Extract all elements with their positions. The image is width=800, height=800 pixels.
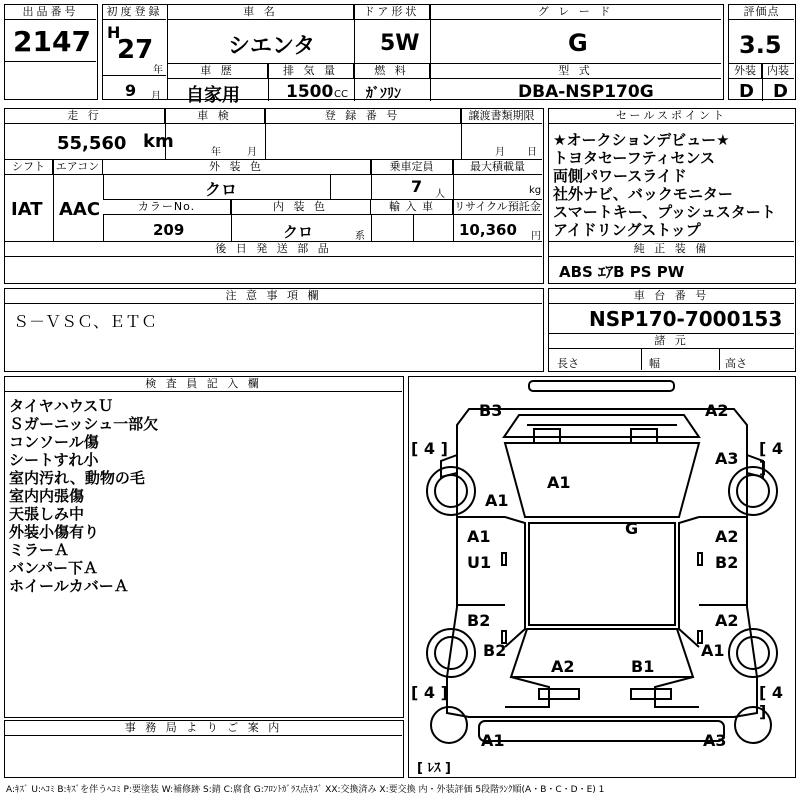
insp-year: 年 — [211, 147, 221, 158]
ext-label: 外装 — [729, 64, 762, 79]
month-unit: 月 — [151, 91, 161, 102]
history-label: 車 歴 — [168, 64, 268, 79]
later-parts-label: 後 日 発 送 部 品 — [5, 242, 542, 257]
insp-month: 月 — [247, 147, 257, 158]
damage-mark: A1 — [481, 731, 505, 750]
tire-rear-left: [ 4 ] — [411, 683, 448, 702]
inspector-note-line: ホイールカバーＡ — [9, 577, 129, 595]
inspector-notes — [9, 395, 399, 695]
fuel-label: 燃 料 — [354, 64, 430, 79]
model: DBA-NSP170G — [518, 82, 654, 102]
first-reg-box — [102, 4, 168, 100]
ac-label: エアコン — [53, 160, 103, 175]
width: 幅 — [649, 357, 660, 370]
tire-front-right: [ 4 ] — [759, 439, 784, 477]
office-label: 事 務 局 よ り ご 案 内 — [5, 721, 402, 736]
damage-mark: A1 — [467, 527, 491, 546]
person-unit: 人 — [435, 189, 445, 200]
header-section — [4, 4, 796, 104]
history: 自家用 — [186, 85, 240, 106]
inspection-label: 車 検 — [165, 109, 265, 124]
sales-point-item: トヨタセーフティセンス — [553, 149, 716, 167]
shift: IAT — [11, 199, 43, 220]
import-label: 輸 入 車 — [371, 200, 453, 215]
interior-color: クロ — [283, 223, 314, 241]
lot-label: 出品番号 — [5, 5, 96, 20]
shift-label: シフト — [5, 160, 53, 175]
first-reg-label: 初度登録 — [103, 5, 166, 20]
score: 3.5 — [739, 31, 782, 59]
vehicle-details — [4, 108, 544, 284]
equipment: ABS ｴｱB PS PW — [559, 263, 685, 281]
year-unit: 年 — [153, 65, 163, 76]
tr-day: 日 — [527, 147, 537, 158]
damage-mark: A3 — [715, 449, 739, 468]
main-info-box — [168, 4, 724, 106]
notes-section — [4, 288, 544, 372]
grade: G — [568, 29, 588, 57]
car-outline — [409, 377, 794, 776]
damage-mark: A1 — [701, 641, 725, 660]
mileage: 55,560 — [57, 133, 127, 154]
color-no: 209 — [153, 221, 185, 239]
recycle-fee: 10,360 — [459, 221, 517, 239]
notes: Ｓ－ＶＳＣ、ＥＴＣ — [13, 312, 158, 331]
model-label: 型 式 — [430, 64, 721, 79]
sales-point-item: 社外ナビ、バックモニター — [553, 185, 733, 203]
sales-point-item: ★オークションデビュー★ — [553, 131, 730, 149]
color-label: 外 装 色 — [103, 160, 371, 175]
inspector-note-line: 天張しみ中 — [9, 505, 85, 523]
damage-mark: B2 — [483, 641, 507, 660]
damage-mark: A2 — [551, 657, 575, 676]
damage-mark: A3 — [703, 731, 727, 750]
damage-mark: A1 — [547, 473, 571, 492]
ext-score: D — [739, 81, 754, 102]
damage-mark: B2 — [715, 553, 739, 572]
damage-mark: G — [625, 519, 639, 538]
yen-unit: 円 — [531, 231, 541, 242]
mileage-label: 走 行 — [5, 109, 165, 124]
inspector-note-line: Ｓガーニッシュ一部欠 — [9, 415, 159, 433]
damage-mark: A1 — [485, 491, 509, 510]
door-label: ドア形状 — [354, 5, 430, 20]
chassis-number: NSP170-7000153 — [589, 307, 783, 331]
ac: AAC — [59, 199, 101, 220]
km-unit: km — [143, 131, 174, 152]
legend: A:ｷｽﾞ U:ﾍｺﾐ B:ｷｽﾞを伴うﾍｺﾐ P:要塗装 W:補修跡 S:錆 C:腐食 G:ﾌﾛﾝﾄｶﾞﾗｽ点ｷｽﾞ XX:交換済み X:要交換 内・外装評価 5段階ﾗﾝｸ順(A・B・C・D・E) 1 — [6, 785, 605, 795]
reg-month: 9 — [125, 81, 137, 100]
reg-no-label: 登 録 番 号 — [265, 109, 461, 124]
inspector-note-line: 外装小傷有り — [9, 523, 100, 541]
sales-list — [553, 129, 793, 241]
damage-diagram — [408, 376, 796, 778]
score-label: 評価点 — [729, 5, 794, 20]
tire-front-left: [ 4 ] — [411, 439, 448, 458]
tr-month: 月 — [495, 147, 505, 158]
office-section — [4, 720, 404, 778]
inspector-note-line: ミラーＡ — [9, 541, 70, 559]
lot-box — [4, 4, 98, 100]
cc-unit: CC — [334, 89, 348, 100]
car-name-label: 車 名 — [168, 5, 354, 20]
inspector-note-line: 室内内張傷 — [9, 487, 85, 505]
car-name: シエンタ — [228, 34, 316, 59]
damage-mark: U1 — [467, 553, 492, 572]
equipment-label: 純 正 装 備 — [549, 242, 794, 257]
fuel: ｶﾞｿﾘﾝ — [366, 86, 401, 102]
capacity: 7 — [411, 177, 423, 196]
sales-point-item: アイドリングストップ — [553, 221, 701, 239]
interior-label: 内 装 色 — [231, 200, 371, 215]
length: 長さ — [557, 357, 579, 370]
score-box — [728, 4, 796, 100]
inspector-note-line: バンパー下Ａ — [9, 559, 98, 577]
displacement: 1500 — [286, 82, 334, 102]
kei: 系 — [355, 231, 365, 242]
sales-point-item: 両側パワースライド — [553, 167, 687, 185]
spare-tire: [ ﾚｽ ] — [417, 761, 451, 776]
damage-mark: A2 — [705, 401, 729, 420]
inspector-note-line: シートすれ小 — [9, 451, 99, 469]
damage-mark: B1 — [631, 657, 655, 676]
int-label: 内装 — [762, 64, 794, 79]
capacity-label: 乗車定員 — [371, 160, 453, 175]
damage-mark: B2 — [467, 611, 491, 630]
recycle-label: リサイクル預託金 — [454, 200, 541, 213]
kg-unit: kg — [529, 185, 542, 196]
transfer-label: 譲渡書類期限 — [461, 109, 542, 124]
load-label: 最大積載量 — [453, 160, 542, 175]
grade-label: グ レ ー ド — [430, 5, 721, 20]
height: 高さ — [725, 357, 747, 370]
sales-point-item: スマートキー、プッシュスタート — [553, 203, 776, 221]
damage-mark: B3 — [479, 401, 503, 420]
inspector-label: 検 査 員 記 入 欄 — [5, 377, 402, 392]
damage-mark: A2 — [715, 611, 739, 630]
tire-rear-right: [ 4 ] — [759, 683, 784, 721]
sales-points — [548, 108, 796, 284]
inspector-note-line: 室内汚れ、動物の毛 — [9, 469, 145, 487]
inspector-note-line: コンソール傷 — [9, 433, 99, 451]
chassis-label: 車 台 番 号 — [549, 289, 794, 304]
reg-year: 27 — [117, 35, 154, 65]
door-type: 5W — [380, 31, 420, 56]
displacement-label: 排 気 量 — [268, 64, 354, 79]
color-no-label: カラーNo. — [103, 200, 231, 215]
inspector-note-line: タイヤハウスＵ — [9, 397, 114, 415]
era: H — [107, 23, 121, 42]
damage-mark: A2 — [715, 527, 739, 546]
color: クロ — [205, 180, 238, 199]
int-score: D — [773, 81, 788, 102]
notes-label: 注 意 事 項 欄 — [5, 289, 542, 304]
lot-number: 2147 — [13, 25, 91, 58]
chassis-section — [548, 288, 796, 372]
inspector-section — [4, 376, 404, 718]
dims-label: 諸 元 — [549, 334, 794, 349]
sales-label: セールスポイント — [549, 109, 794, 124]
